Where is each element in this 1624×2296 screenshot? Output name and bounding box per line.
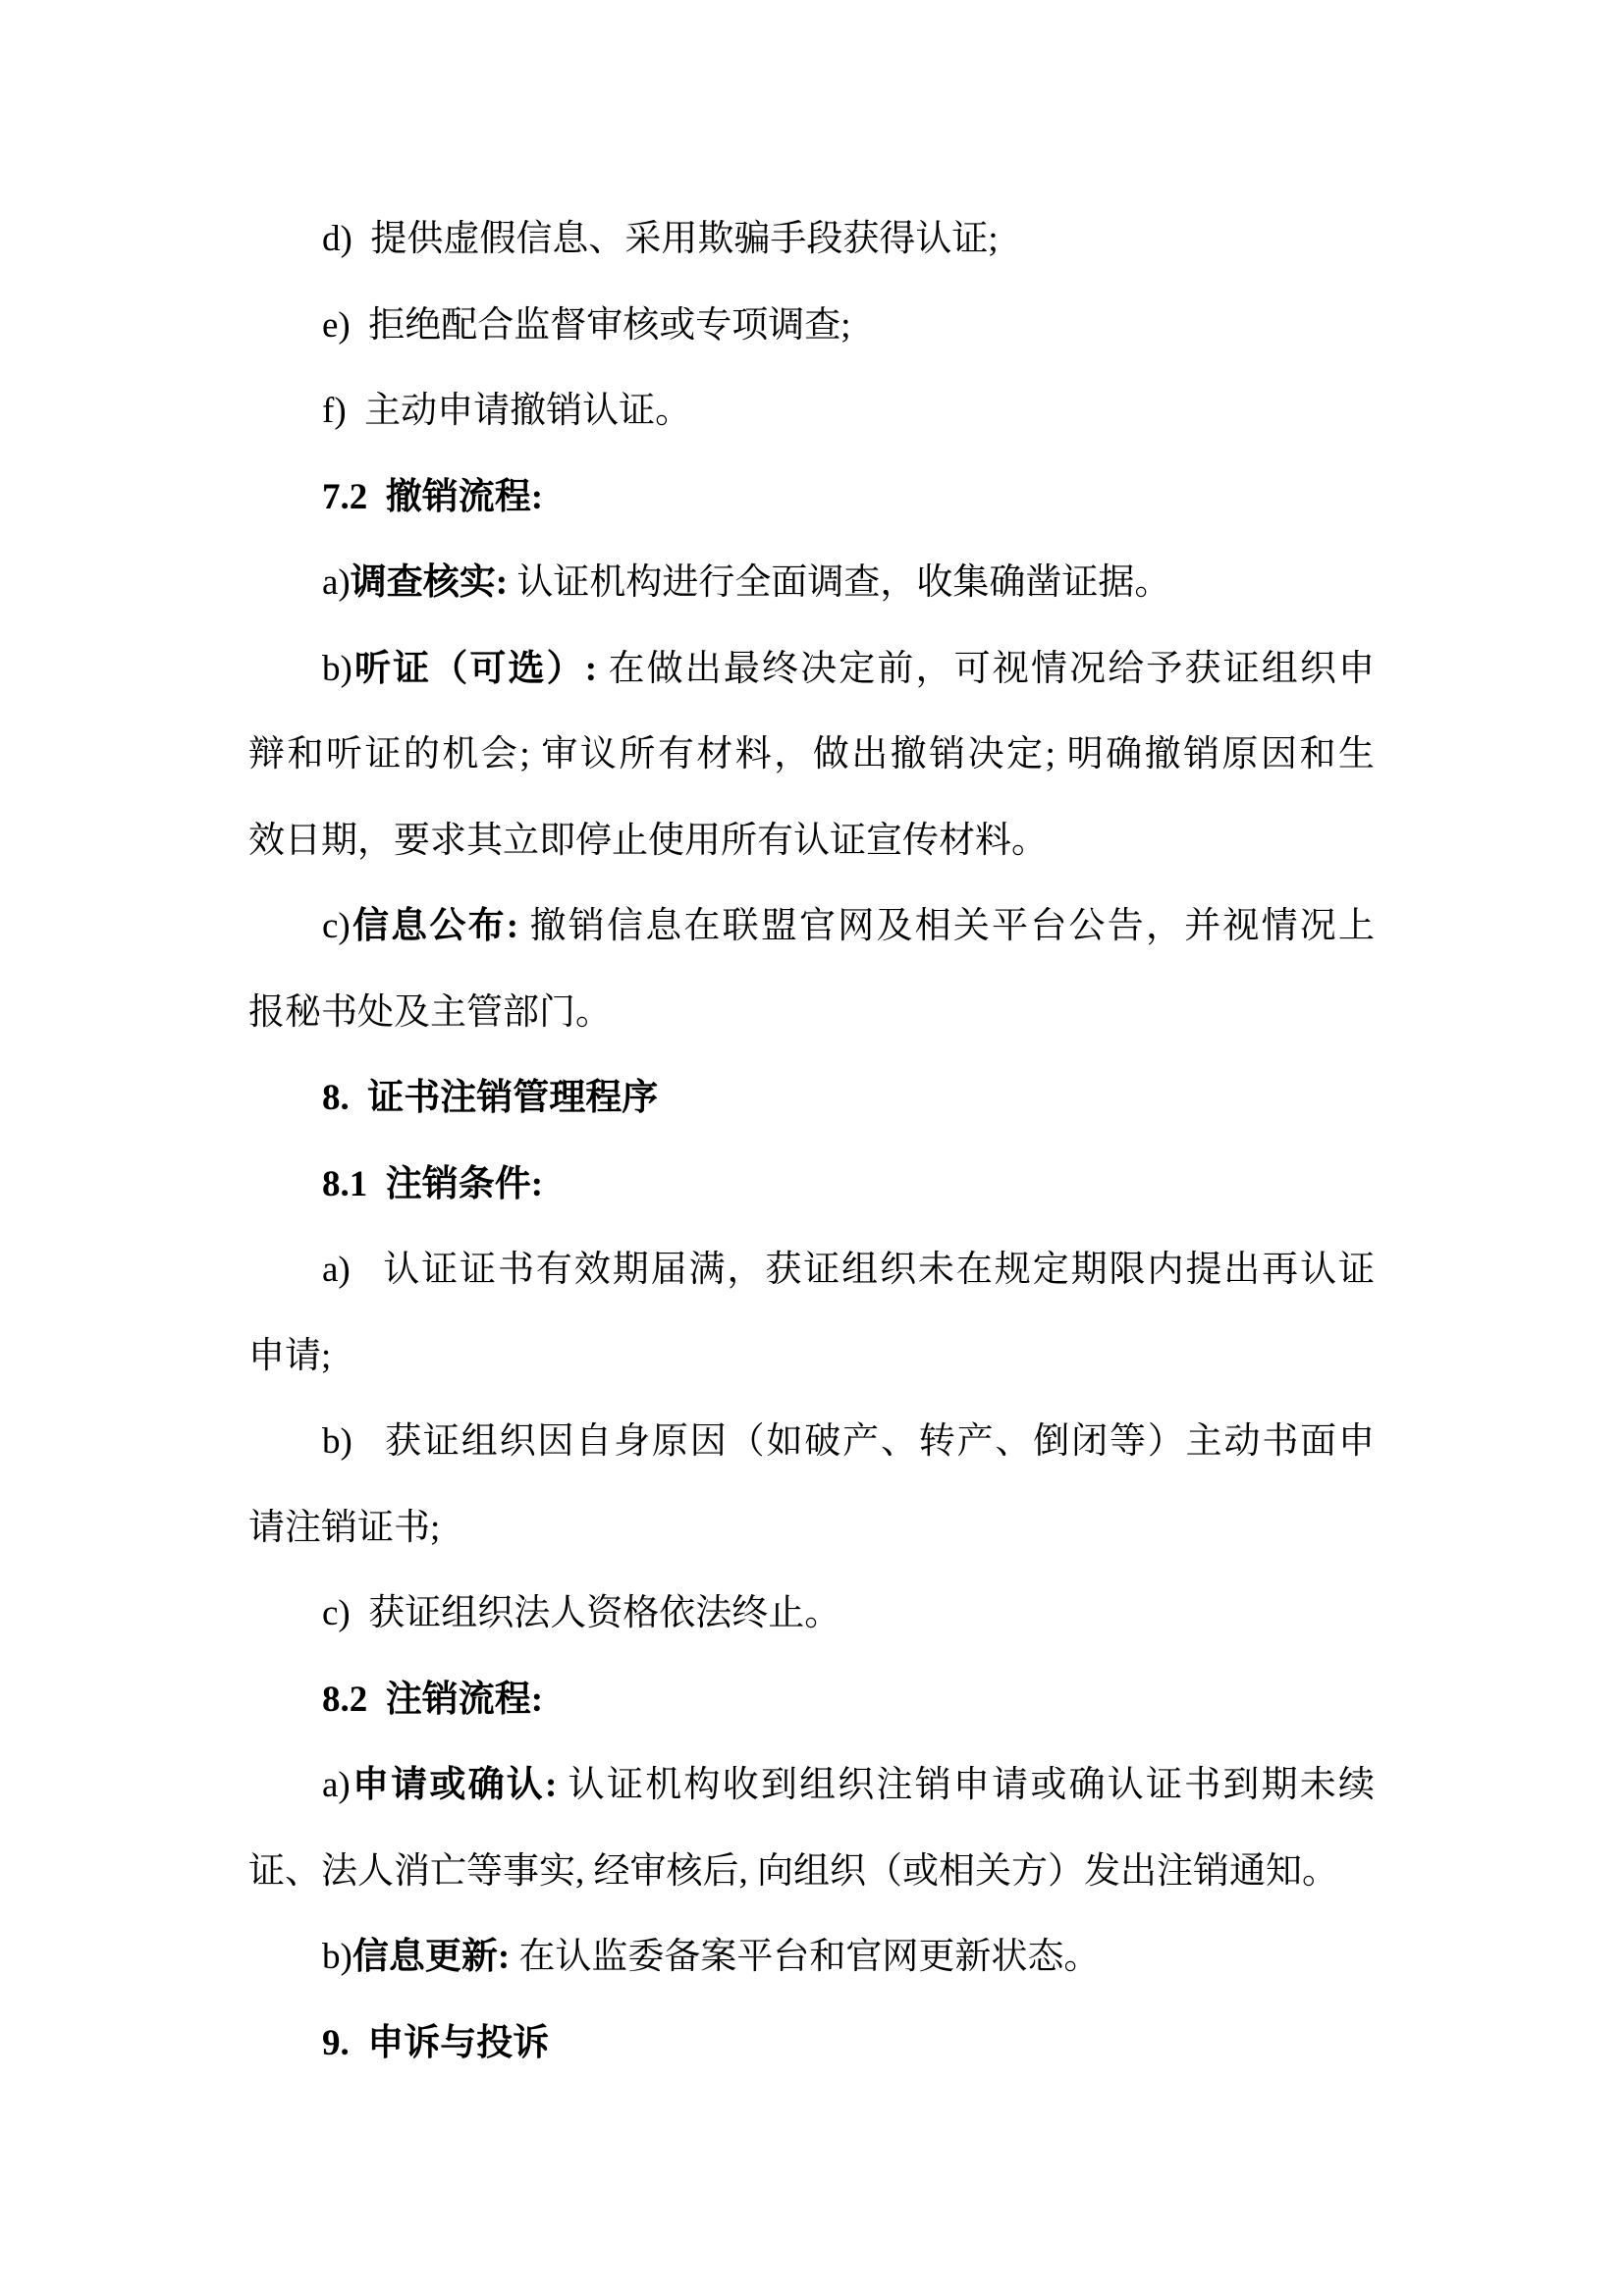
bold-label: 8.2 注销流程: (322, 1679, 544, 1720)
text-line (248, 1657, 1375, 1743)
text-line (248, 1399, 1375, 1485)
bold-label: 9. 申诉与投诉 (322, 2022, 550, 2063)
text-segment: e) 拒绝配合监督审核或专项调查; (322, 304, 851, 346)
text-segment: d) 提供虚假信息、采用欺骗手段获得认证; (322, 219, 999, 259)
text-segment: 认证机构进行全面调查，收集确凿证据。 (508, 562, 1171, 603)
text-segment: 报秘书处及主管部门。 (248, 991, 612, 1033)
text-segment: 申请; (248, 1335, 332, 1376)
bold-label: 听证（可选）: (352, 648, 598, 689)
text-segment: a) 认证证书有效期届满，获证组织未在规定期限内提出再认证 (322, 1250, 1375, 1290)
text-segment: 在做出最终决定前，可视情况给予获证组织申 (597, 648, 1376, 689)
text-segment: 撤销信息在联盟官网及相关平台公告，并视情况上 (518, 906, 1375, 946)
bold-label: 7.2 撤销流程: (322, 476, 544, 517)
text-line (248, 626, 1375, 713)
text-segment: a) (322, 562, 351, 603)
text-segment: b) 获证组织因自身原因（如破产、转产、倒闭等）主动书面申 (322, 1421, 1375, 1462)
text-line (248, 970, 1375, 1056)
bold-label: 8.1 注销条件: (322, 1163, 544, 1204)
text-line (248, 1485, 1375, 1572)
text-segment: 辩和听证的机会; 审议所有材料，做出撤销决定; 明确撤销原因和生 (248, 734, 1375, 774)
text-line (248, 454, 1375, 541)
bold-label: 申请或确认: (350, 1765, 558, 1805)
text-line (248, 1571, 1375, 1657)
text-segment: b) (322, 1937, 352, 1977)
text-line (248, 1829, 1375, 1915)
text-line (248, 1142, 1375, 1228)
text-line (248, 2001, 1375, 2087)
text-line (248, 540, 1375, 626)
text-segment: c) 获证组织法人资格依法终止。 (322, 1593, 841, 1633)
text-line (248, 1914, 1375, 2001)
text-line (248, 1227, 1375, 1313)
bold-label: 8. 证书注销管理程序 (322, 1078, 659, 1118)
bold-label: 信息更新: (352, 1937, 511, 1977)
text-line (248, 798, 1375, 884)
text-line (248, 196, 1375, 283)
text-line (248, 1313, 1375, 1400)
bold-label: 调查核实: (350, 562, 509, 603)
text-line (248, 283, 1375, 369)
bold-label: 信息公布: (350, 906, 519, 946)
text-segment: 认证机构收到组织注销申请或确认证书到期未续 (557, 1765, 1376, 1805)
text-segment: b) (322, 648, 352, 689)
text-segment: 证、法人消亡等事实, 经审核后, 向组织（或相关方）发出注销通知。 (248, 1850, 1338, 1892)
text-segment: 请注销证书; (248, 1507, 441, 1548)
text-line (248, 883, 1375, 970)
text-line (248, 1742, 1375, 1829)
text-segment: c) (322, 906, 351, 946)
text-segment: f) 主动申请撤销认证。 (322, 391, 692, 431)
text-segment: 在认监委备案平台和官网更新状态。 (510, 1937, 1101, 1977)
text-segment: a) (322, 1765, 351, 1805)
text-line (248, 1055, 1375, 1142)
text-line (248, 368, 1375, 454)
document-body (248, 196, 1375, 2086)
text-line (248, 712, 1375, 798)
text-segment: 效日期，要求其立即停止使用所有认证宣传材料。 (248, 820, 1048, 861)
